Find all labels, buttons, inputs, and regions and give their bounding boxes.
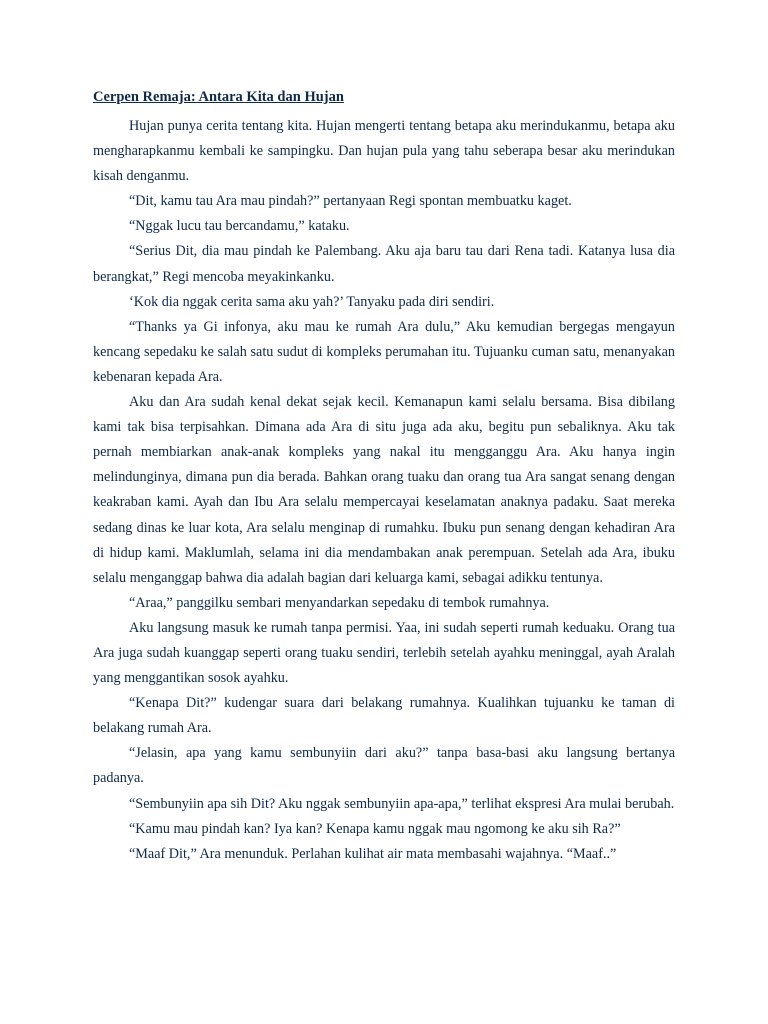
paragraph: “Maaf Dit,” Ara menunduk. Perlahan kulihat air mata membasahi wajahnya. “Maaf..” [129, 845, 617, 862]
paragraph: “Sembunyiin apa sih Dit? Aku nggak sembunyiin apa-apa,” terlihat ekspresi Ara mulai berubah. [129, 795, 675, 812]
document-page [93, 87, 675, 867]
paragraph: “Nggak lucu tau bercandamu,” kataku. [129, 218, 350, 235]
paragraph: “Dit, kamu tau Ara mau pindah?” pertanyaan Regi spontan membuatku kaget. [129, 193, 572, 210]
paragraph: Aku langsung masuk ke rumah tanpa permisi. Yaa, ini sudah seperti rumah keduaku. Orang tua Ara juga sudah kuanggap seperti orang tuaku sendiri, terlebih setelah ayahku meninggal, ayah Aralah yang menggantikan sosok ayahku. [93, 619, 675, 687]
paragraph: Hujan punya cerita tentang kita. Hujan mengerti tentang betapa aku merindukanmu, betapa aku mengharapkanmu kembali ke sampingku. Dan hujan pula yang tahu seberapa besar aku merindukan kisah denganmu. [93, 118, 675, 185]
paragraph: “Serius Dit, dia mau pindah ke Palembang. Aku aja baru tau dari Rena tadi. Katanya lusa dia berangkat,” Regi mencoba meyakinkanku. [93, 243, 675, 285]
paragraph: “Araa,” panggilku sembari menyandarkan sepedaku di tembok rumahnya. [129, 594, 550, 611]
paragraph: Aku dan Ara sudah kenal dekat sejak kecil. Kemanapun kami selalu bersama. Bisa dibilang kami tak bisa terpisahkan. Dimana ada Ara di situ juga ada aku, begitu pun sebaliknya. Aku tak pernah membiarkan anak-anak kompleks yang nakal itu mengganggu Ara. Aku hanya ingin melindunginya, dimana pun dia berada. Bahkan orang tuaku dan orang tua Ara sangat senang dengan keakraban kami. Ayah dan Ibu Ara selalu mempercayai keselamatan anaknya padaku. Saat mereka sedang dinas ke luar kota, Ara selalu menginap di rumahku. Ibuku pun senang dengan kehadiran Ara di hidup kami. Maklumlah, selama ini dia mendambakan anak perempuan. Setelah ada Ara, ibuku selalu menganggap bahwa dia adalah bagian dari keluarga kami, sebagai adikku tentunya. [93, 394, 675, 586]
story-title: Cerpen Remaja: Antara Kita dan Hujan [93, 89, 344, 105]
paragraph: “Thanks ya Gi infonya, aku mau ke rumah Ara dulu,” Aku kemudian bergegas mengayun kencang sepedaku ke salah satu sudut di kompleks perumahan itu. Tujuanku cuman satu, menanyakan kebenaran kepada Ara. [93, 318, 675, 385]
paragraph: “Kenapa Dit?” kudengar suara dari belakang rumahnya. Kualihkan tujuanku ke taman di belakang rumah Ara. [93, 695, 675, 737]
paragraph: ‘Kok dia nggak cerita sama aku yah?’ Tanyaku pada diri sendiri. [129, 293, 495, 310]
story-body [93, 114, 675, 867]
paragraph: “Jelasin, apa yang kamu sembunyiin dari aku?” tanpa basa-basi aku langsung bertanya padanya. [93, 745, 675, 787]
paragraph: “Kamu mau pindah kan? Iya kan? Kenapa kamu nggak mau ngomong ke aku sih Ra?” [129, 820, 621, 837]
